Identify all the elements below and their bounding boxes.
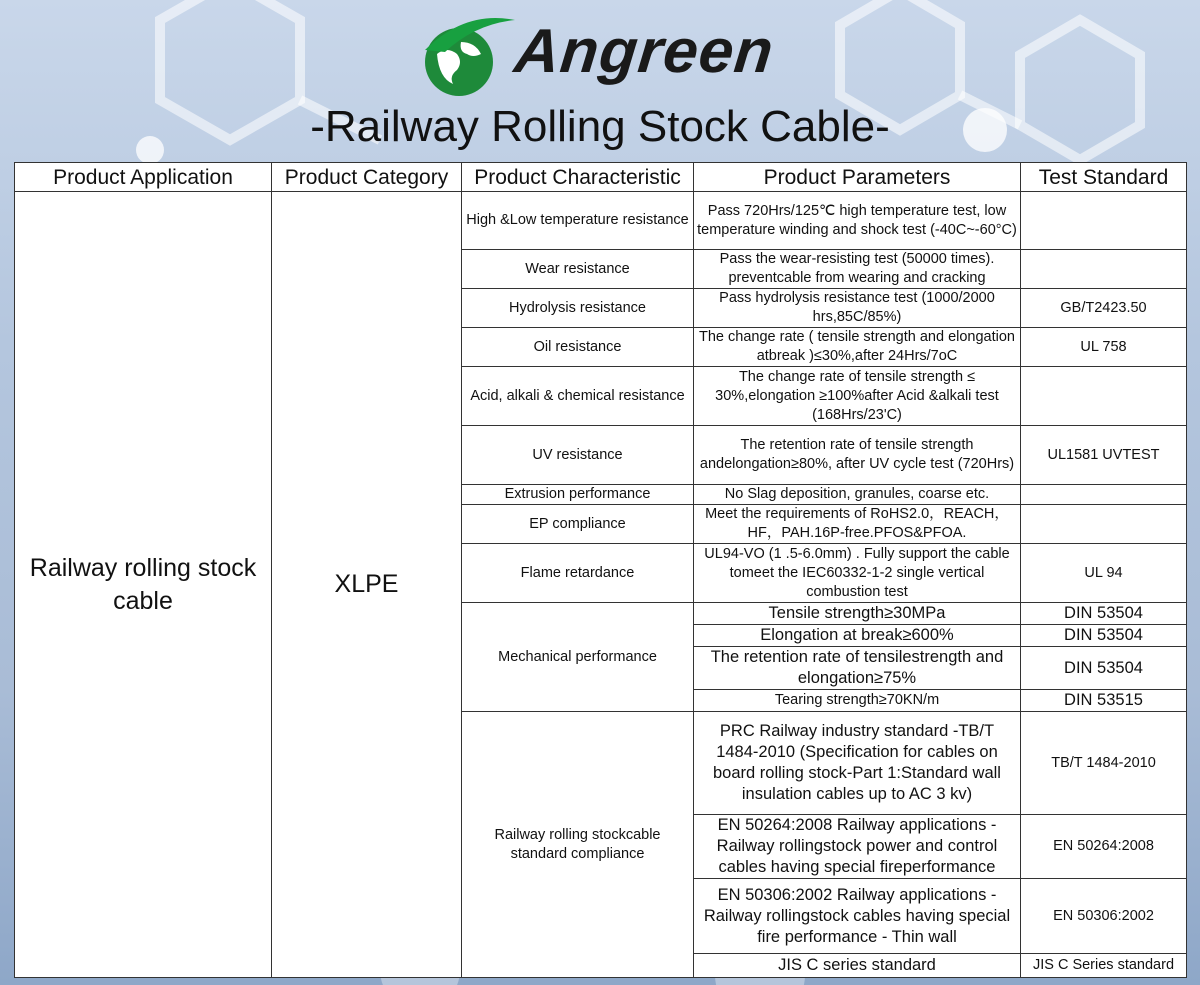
parameters-cell: The change rate of tensile strength ≤ 30%,elongation ≥100%after Acid &alkali test (168Hrs/23'C) — [694, 367, 1021, 426]
table-header-row — [15, 163, 1187, 192]
standard-cell — [1021, 192, 1187, 250]
standard-cell: EN 50264:2008 — [1021, 815, 1187, 879]
characteristic-cell: Wear resistance — [462, 250, 694, 289]
characteristic-cell: Mechanical performance — [462, 603, 694, 712]
brand-logo — [415, 10, 795, 105]
standard-cell: UL 758 — [1021, 328, 1187, 367]
brand-name: Angreen — [511, 17, 778, 86]
header-category: Product Category — [272, 163, 462, 192]
parameters-cell: Tearing strength≥70KN/m — [694, 690, 1021, 712]
characteristic-cell: Hydrolysis resistance — [462, 289, 694, 328]
parameters-cell: Pass the wear-resisting test (50000 times). preventcable from wearing and cracking — [694, 250, 1021, 289]
standard-cell — [1021, 250, 1187, 289]
parameters-cell: Pass 720Hrs/125℃ high temperature test, low temperature winding and shock test (-40C~-60°C) — [694, 192, 1021, 250]
parameters-cell: EN 50264:2008 Railway applications - Railway rollingstock power and control cables having special fireperformance — [694, 815, 1021, 879]
header-application: Product Application — [15, 163, 272, 192]
standard-cell: UL1581 UVTEST — [1021, 426, 1187, 485]
page-title: -Railway Rolling Stock Cable- — [310, 102, 890, 151]
characteristic-cell: Oil resistance — [462, 328, 694, 367]
standard-cell: DIN 53504 — [1021, 625, 1187, 647]
characteristic-cell: UV resistance — [462, 426, 694, 485]
standard-cell: TB/T 1484-2010 — [1021, 712, 1187, 815]
header-characteristic: Product Characteristic — [462, 163, 694, 192]
header — [0, 0, 1200, 160]
parameters-cell: Meet the requirements of RoHS2.0，REACH， HF，PAH.16P-free.PFOS&PFOA. — [694, 505, 1021, 544]
globe-leaf-icon — [415, 10, 515, 105]
parameters-cell: JIS C series standard — [694, 954, 1021, 978]
spec-table — [14, 162, 1187, 978]
characteristic-cell: High &Low temperature resistance — [462, 192, 694, 250]
standard-cell: DIN 53504 — [1021, 603, 1187, 625]
standard-cell — [1021, 485, 1187, 505]
parameters-cell: Elongation at break≥600% — [694, 625, 1021, 647]
category-cell: XLPE — [272, 192, 462, 978]
application-cell: Railway rolling stock cable — [15, 192, 272, 978]
parameters-cell: The retention rate of tensile strength andelongation≥80%, after UV cycle test (720Hrs) — [694, 426, 1021, 485]
standard-cell: EN 50306:2002 — [1021, 879, 1187, 954]
characteristic-cell: Acid, alkali & chemical resistance — [462, 367, 694, 426]
standard-cell — [1021, 367, 1187, 426]
characteristic-cell: EP compliance — [462, 505, 694, 544]
standard-cell: JIS C Series standard — [1021, 954, 1187, 978]
standard-cell: DIN 53515 — [1021, 690, 1187, 712]
standard-cell: GB/T2423.50 — [1021, 289, 1187, 328]
parameters-cell: EN 50306:2002 Railway applications - Railway rollingstock cables having special fire performance - Thin wall — [694, 879, 1021, 954]
header-parameters: Product Parameters — [694, 163, 1021, 192]
header-standard: Test Standard — [1021, 163, 1187, 192]
characteristic-cell: Extrusion performance — [462, 485, 694, 505]
standard-cell: UL 94 — [1021, 544, 1187, 603]
parameters-cell: Pass hydrolysis resistance test (1000/2000 hrs,85C/85%) — [694, 289, 1021, 328]
table-row — [15, 192, 1187, 250]
parameters-cell: The change rate ( tensile strength and elongation atbreak )≤30%,after 24Hrs/7oC — [694, 328, 1021, 367]
standard-cell — [1021, 505, 1187, 544]
standard-cell: DIN 53504 — [1021, 647, 1187, 690]
parameters-cell: Tensile strength≥30MPa — [694, 603, 1021, 625]
characteristic-cell: Flame retardance — [462, 544, 694, 603]
parameters-cell: PRC Railway industry standard -TB/T 1484-2010 (Specification for cables on board rolling stock-Part 1:Standard wall insulation cables up to AC 3 kv) — [694, 712, 1021, 815]
parameters-cell: The retention rate of tensilestrength and elongation≥75% — [694, 647, 1021, 690]
characteristic-cell: Railway rolling stockcable standard compliance — [462, 712, 694, 978]
parameters-cell: No Slag deposition, granules, coarse etc. — [694, 485, 1021, 505]
parameters-cell: UL94-VO (1 .5-6.0mm) . Fully support the cable tomeet the IEC60332-1-2 single vertical combustion test — [694, 544, 1021, 603]
